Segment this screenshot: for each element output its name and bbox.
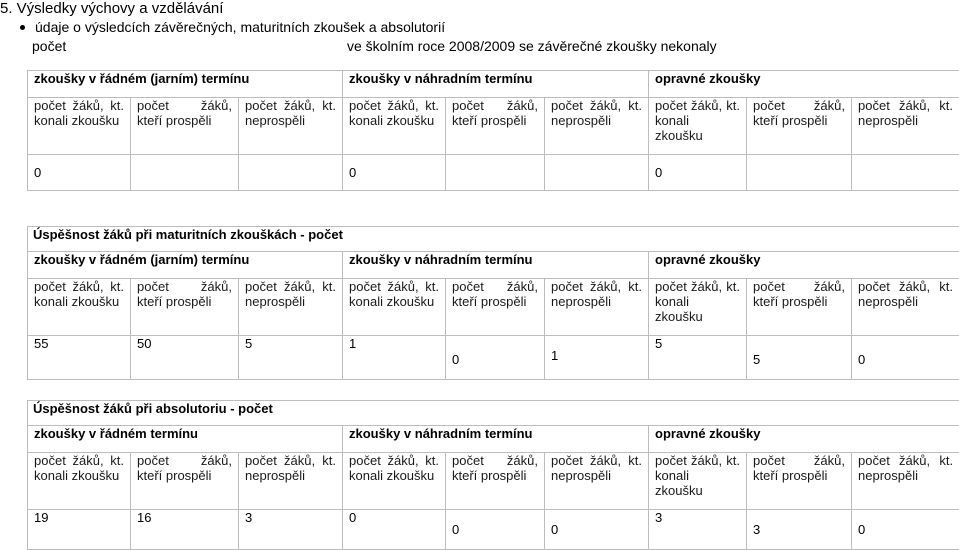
value-cell: 16 <box>131 510 239 550</box>
group-substitute: zkoušky v náhradním termínu <box>343 252 649 279</box>
value-cell <box>446 155 545 191</box>
value-cell: 0 <box>852 510 959 550</box>
header-failed: počet žáků, kt. neprospěli <box>852 98 959 155</box>
header-failed: počet žáků, kt. neprospěli <box>239 453 343 510</box>
header-passed: počet žáků, kteří prospěli <box>131 453 239 510</box>
header-failed: počet žáků, kt. neprospěli <box>852 453 959 510</box>
value-cell: 0 <box>446 510 545 550</box>
section-heading: 5. Výsledky výchovy a vzdělávání <box>0 0 223 18</box>
value-cell: 1 <box>545 336 649 380</box>
header-passed: počet žáků, kteří prospěli <box>747 98 852 155</box>
value-cell: 3 <box>649 510 747 550</box>
header-passed: počet žáků, kteří prospěli <box>131 279 239 336</box>
header-took: počet žáků, kt. konali zkoušku <box>28 98 131 155</box>
absolutorium-results-table <box>27 400 959 550</box>
group-regular: zkoušky v řádném (jarním) termínu <box>28 252 343 279</box>
maturita-results-table <box>27 226 959 380</box>
header-failed: počet žáků, kt. neprospěli <box>545 279 649 336</box>
header-passed: počet žáků, kteří prospěli <box>446 98 545 155</box>
header-failed: počet žáků, kt. neprospěli <box>239 98 343 155</box>
header-passed: počet žáků, kteří prospěli <box>747 279 852 336</box>
value-cell: 55 <box>28 336 131 380</box>
group-substitute: zkoušky v náhradním termínu <box>343 426 649 453</box>
header-passed: počet žáků, kteří prospěli <box>747 453 852 510</box>
value-cell: 0 <box>852 336 959 380</box>
group-retake: opravné zkoušky <box>649 252 959 279</box>
value-cell: 0 <box>649 155 747 191</box>
header-passed: počet žáků, kteří prospěli <box>446 279 545 336</box>
bullet-icon <box>20 25 25 30</box>
header-took: počet žáků, kt. konali zkoušku <box>649 98 747 155</box>
header-took: počet žáků, kt. konali zkoušku <box>343 98 446 155</box>
value-cell: 0 <box>446 336 545 380</box>
section-title: Úspěšnost žáků při maturitních zkouškách - počet <box>28 227 959 252</box>
header-passed: počet žáků, kteří prospěli <box>131 98 239 155</box>
header-took: počet žáků, kt. konali zkoušku <box>343 453 446 510</box>
value-cell <box>545 155 649 191</box>
value-cell <box>131 155 239 191</box>
value-cell <box>239 155 343 191</box>
header-failed: počet žáků, kt. neprospěli <box>239 279 343 336</box>
section-title: Úspěšnost žáků při absolutoriu - počet <box>28 401 959 426</box>
bullet-text: údaje o výsledcích závěrečných, maturitních zkoušek a absolutorií <box>35 19 445 35</box>
value-cell: 5 <box>649 336 747 380</box>
value-cell: 0 <box>545 510 649 550</box>
header-failed: počet žáků, kt. neprospěli <box>852 279 959 336</box>
value-cell: 3 <box>747 510 852 550</box>
value-cell <box>747 155 852 191</box>
value-cell: 3 <box>239 510 343 550</box>
group-regular: zkoušky v řádném (jarním) termínu <box>28 71 343 98</box>
group-substitute: zkoušky v náhradním termínu <box>343 71 649 98</box>
value-cell: 1 <box>343 336 446 380</box>
header-took: počet žáků, kt. konali zkoušku <box>649 279 747 336</box>
value-cell: 0 <box>343 155 446 191</box>
header-failed: počet žáků, kt. neprospěli <box>545 98 649 155</box>
group-retake: opravné zkoušky <box>649 71 959 98</box>
header-took: počet žáků, kt. konali zkoušku <box>28 279 131 336</box>
header-failed: počet žáků, kt. neprospěli <box>545 453 649 510</box>
group-regular: zkoušky v řádném termínu <box>28 426 343 453</box>
value-cell: 0 <box>343 510 446 550</box>
final-exams-table <box>27 70 959 191</box>
header-passed: počet žáků, kteří prospěli <box>446 453 545 510</box>
header-took: počet žáků, kt. konali zkoušku <box>28 453 131 510</box>
group-retake: opravné zkoušky <box>649 426 959 453</box>
value-cell: 50 <box>131 336 239 380</box>
value-cell: 5 <box>239 336 343 380</box>
count-label: počet <box>32 37 66 55</box>
value-cell: 5 <box>747 336 852 380</box>
value-cell <box>852 155 959 191</box>
header-took: počet žáků, kt. konali zkoušku <box>343 279 446 336</box>
value-cell: 0 <box>28 155 131 191</box>
value-cell: 19 <box>28 510 131 550</box>
bullet-item <box>20 18 445 36</box>
count-note: ve školním roce 2008/2009 se závěrečné zkoušky nekonaly <box>347 37 717 55</box>
header-took: počet žáků, kt. konali zkoušku <box>649 453 747 510</box>
